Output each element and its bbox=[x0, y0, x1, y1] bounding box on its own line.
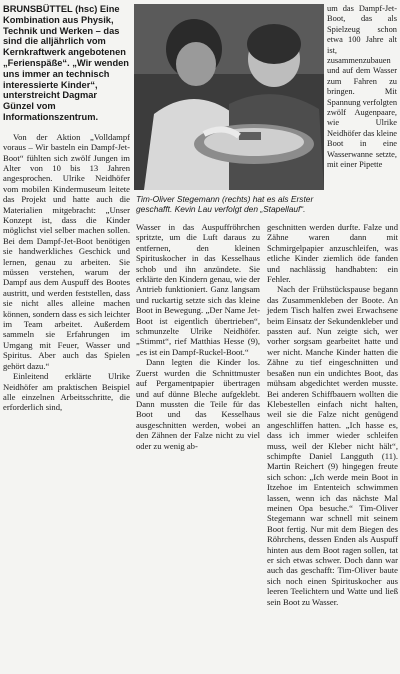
paragraph: um das Dampf-Jet-Boot, das als Spielzeug schon etwa 100 Jahre alt ist, zusammenzubauen und auf dem Wasser zum Fahren zu bringen. Mit Spannung verfolgten zwölf Augenpaare, wie Ulrike Neidhöfer das kleine Boot in eine Wasserwanne setzte, mit einer Pipette bbox=[327, 4, 398, 170]
left-column bbox=[3, 4, 130, 413]
paragraph: Einleitend erklärte Ulrike Neidhöfer am praktischen Beispiel alle einzelnen Arbeitsschritte, die erforderlich sind, bbox=[3, 371, 130, 413]
photo-caption: Tim-Oliver Stegemann (rechts) hat es als Erster geschafft. Kevin Lau verfolgt den „Stapellauf“. bbox=[136, 194, 314, 215]
right-bottom-column bbox=[267, 222, 398, 607]
article-photo bbox=[134, 4, 324, 190]
paragraph: Von der Aktion „Volldampf voraus – Wir basteln ein Dampf-Jet-Boot“ fühlten sich zwölf Jungen im Alter von 10 bis 13 Jahren angesprochen. Ulrike Neidhöfer vom mobilen Kindermuseum leitete das Projekt und hatte auch die Materialien mitgebracht: „Unser Konzept ist, dass die Kinder möglichst viel selber machen sollen. Bei dem Dampf-Jet-Boot benötigen sie handwerkliches Geschick und lernen, genau zu arbeiten. Sie müssen verstehen, warum der Dampf aus dem Auspuff des Bootes austritt, und werden feststellen, dass sie nicht alles alleine machen können, sondern dass es sich leichter im Team arbeitet. Außerdem sammeln sie Erfahrungen im Umgang mit Feuer, Wasser und Spiritus. Aber auch das Spielen gehört dazu.“ bbox=[3, 131, 130, 371]
article-lead: BRUNSBÜTTEL (hsc) Eine Kombination aus Physik, Technik und Werken – das sind die alljährlich vom Kernkraftwerk angebotenen „Ferienspäße“. „Wir wenden uns immer an technisch interessierte Kinder“, unterstreicht Dagmar Günzel vom Informationszentrum. bbox=[3, 4, 129, 122]
paragraph: Dann legten die Kinder los. Zuerst wurden die Schnittmuster auf Pergamentpapier übertragen und auf dünne Bleche aufgeklebt. Dann mussten die Teile für das Boot und das Kesselhaus ausgeschnitten werden, wobei an den Zähnen der Falze nicht zu viel oder zu wenig ab- bbox=[136, 357, 260, 451]
paragraph: Nach der Frühstückspause begann das Zusammenkleben der Boote. An jedem Tisch halfen zwei Erwachsene beim Einsatz der Sekundenkleber und passten auf. Nun zeigte sich, wer vorher sorgsam gearbeitet hatte und wer nicht. Manche Kinder hatten die Zähne zu tief eingeschnitten und besaßen nun ein undichtes Boot, das mühsam abgedichtet werden musste. Bei anderen Schiffbauern wollten die Klebestellen einfach nicht halten, weil sie die Falze nicht genügend angeschliffen hatten. „Ich hasse es, dass ich immer wieder schleifen muss, weil der Kleber nicht hält“, schimpfte Daniel Langguth (11). Martin Reichert (9) hingegen freute sich schon: „Ich werde mein Boot in Itzehoe im Ententeich schwimmen lassen, wenn ich das nächste Mal meinen Opa besuche.“ Tim-Oliver Stegemann war schnell mit seinem Boot fertig. Nur mit dem Biegen des Röhrchens, dessen Enden als Auspuff hinten aus dem Boot ragen sollen, tat er sich etwas schwer. Doch dann war auch das geschafft: Tim-Oliver baute sich noch einen Spirituskocher aus leeren Teelichtern und Watte und ließ sein Boot zu Wasser. bbox=[267, 284, 398, 607]
paragraph: geschnitten werden durfte. Falze und Zähne waren dann mit Schmirgelpapier anzuschleifen, was etliche Kinder ziemlich öde fanden und nachlässig handhabten: ein Fehler. bbox=[267, 222, 398, 285]
right-top-column bbox=[327, 4, 397, 171]
photo-image bbox=[134, 4, 324, 190]
middle-bottom-column bbox=[136, 222, 260, 451]
paragraph: Wasser in das Auspuffröhrchen spritzte, um die Luft daraus zu entfernen, den kleinen Spirituskocher in das Kesselhaus schob und ihn anzündete. Sie erklärte den Kindern genau, wie der Antrieb funktioniert. Ganz langsam und ruckartig setzte sich das kleine Boot in Bewegung. „Der Name Jet-Boot ist eigentlich übertrieben“, schmunzelte Ulrike Neidhöfer. „Stimmt“, rief Matthias Hesse (9), „es ist ein Dampf-Ruckel-Boot.“ bbox=[136, 222, 260, 357]
